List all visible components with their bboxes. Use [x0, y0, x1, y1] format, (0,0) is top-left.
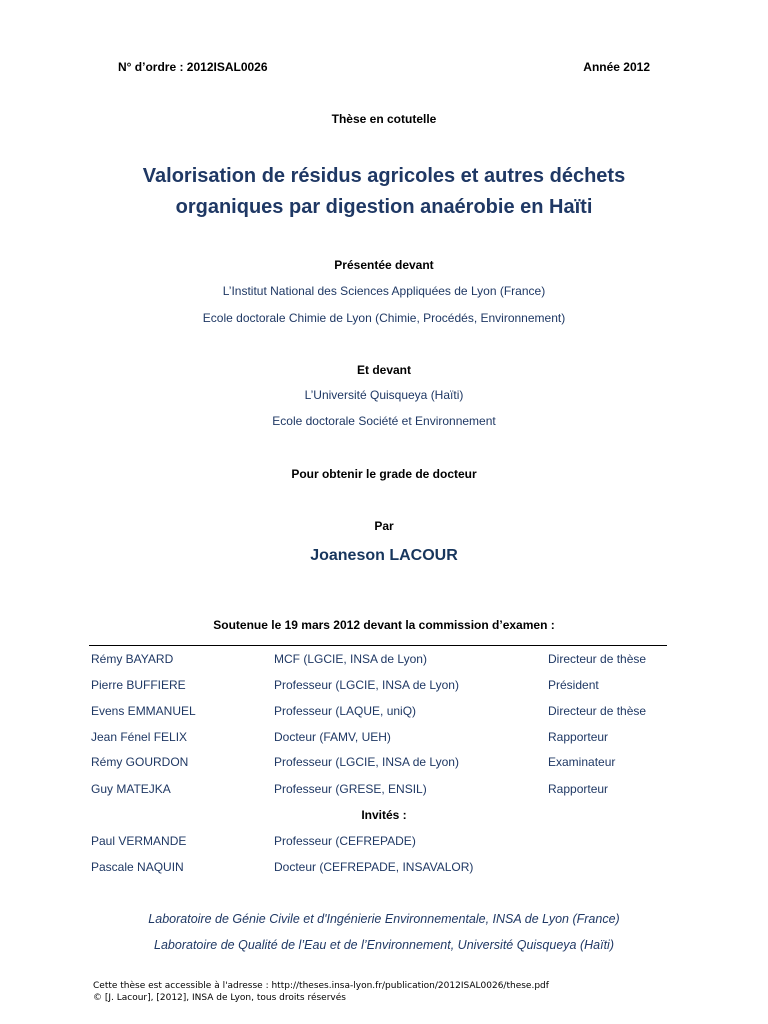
- thesis-title: [0, 161, 768, 223]
- jury-position: Professeur (LAQUE, uniQ): [274, 704, 417, 718]
- presented-institution: L’Institut National des Sciences Appliquées de Lyon (France): [222, 284, 546, 298]
- defense-statement: Soutenue le 19 mars 2012 devant la commission d’examen :: [213, 618, 555, 632]
- jury-role: Examinateur: [548, 755, 616, 769]
- jury-position: Professeur (LGCIE, INSA de Lyon): [274, 678, 459, 692]
- jury-position: Docteur (FAMV, UEH): [274, 730, 391, 744]
- thesis-title-line-2: organiques par digestion anaérobie en Haïti: [175, 196, 593, 218]
- year: Année 2012: [583, 60, 650, 74]
- jury-name: Rémy BAYARD: [91, 652, 174, 666]
- laboratory-line-1: Laboratoire de Génie Civile et d'Ingénierie Environnementale, INSA de Lyon (France): [148, 912, 620, 926]
- and-before-heading: Et devant: [356, 363, 411, 377]
- jury-row: [0, 678, 768, 696]
- jury-row: [0, 782, 768, 800]
- jury-name: Evens EMMANUEL: [91, 704, 196, 718]
- laboratory-line-2: Laboratoire de Qualité de l’Eau et de l’Environnement, Université Quisqueya (Haïti): [154, 938, 614, 952]
- jury-role: Président: [548, 678, 599, 692]
- jury-position: MCF (LGCIE, INSA de Lyon): [274, 652, 427, 666]
- jury-position: Professeur (LGCIE, INSA de Lyon): [274, 755, 459, 769]
- jury-role: Rapporteur: [548, 782, 609, 796]
- and-before-school: Ecole doctorale Société et Environnement: [272, 414, 496, 428]
- author-name: Joaneson LACOUR: [310, 547, 458, 564]
- jury-divider: [89, 645, 667, 646]
- jury-row: [0, 730, 768, 748]
- jury-name: Rémy GOURDON: [91, 755, 189, 769]
- footer-access-url[interactable]: Cette thèse est accessible à l'adresse : http://theses.insa-lyon.fr/publication/2012ISAL0026/these.pdf: [93, 981, 549, 991]
- jury-name: Jean Fénel FELIX: [91, 730, 188, 744]
- jury-name: Pierre BUFFIERE: [91, 678, 186, 692]
- jury-row: [0, 652, 768, 670]
- thesis-title-line-1: Valorisation de résidus agricoles et autres déchets: [142, 165, 626, 187]
- degree-statement: Pour obtenir le grade de docteur: [291, 467, 477, 481]
- thesis-type: Thèse en cotutelle: [331, 112, 437, 126]
- guest-position: Professeur (CEFREPADE): [274, 834, 416, 848]
- guest-name: Paul VERMANDE: [91, 834, 187, 848]
- jury-position: Professeur (GRESE, ENSIL): [274, 782, 427, 796]
- and-before-institution: L’Université Quisqueya (Haïti): [304, 388, 464, 402]
- presented-heading: Présentée devant: [334, 258, 434, 272]
- guests-heading: Invités :: [361, 808, 407, 822]
- jury-row: [0, 704, 768, 722]
- guest-name: Pascale NAQUIN: [91, 860, 184, 874]
- jury-row: [0, 755, 768, 773]
- guest-position: Docteur (CEFREPADE, INSAVALOR): [274, 860, 474, 874]
- by-label: Par: [374, 519, 394, 533]
- presented-school: Ecole doctorale Chimie de Lyon (Chimie, Procédés, Environnement): [202, 311, 566, 325]
- footer-copyright: © [J. Lacour], [2012], INSA de Lyon, tous droits réservés: [93, 993, 346, 1003]
- guest-row: [0, 834, 768, 852]
- jury-role: Directeur de thèse: [548, 652, 647, 666]
- order-number: N° d’ordre : 2012ISAL0026: [118, 60, 268, 74]
- jury-name: Guy MATEJKA: [91, 782, 171, 796]
- guest-row: [0, 860, 768, 878]
- jury-role: Directeur de thèse: [548, 704, 647, 718]
- jury-role: Rapporteur: [548, 730, 609, 744]
